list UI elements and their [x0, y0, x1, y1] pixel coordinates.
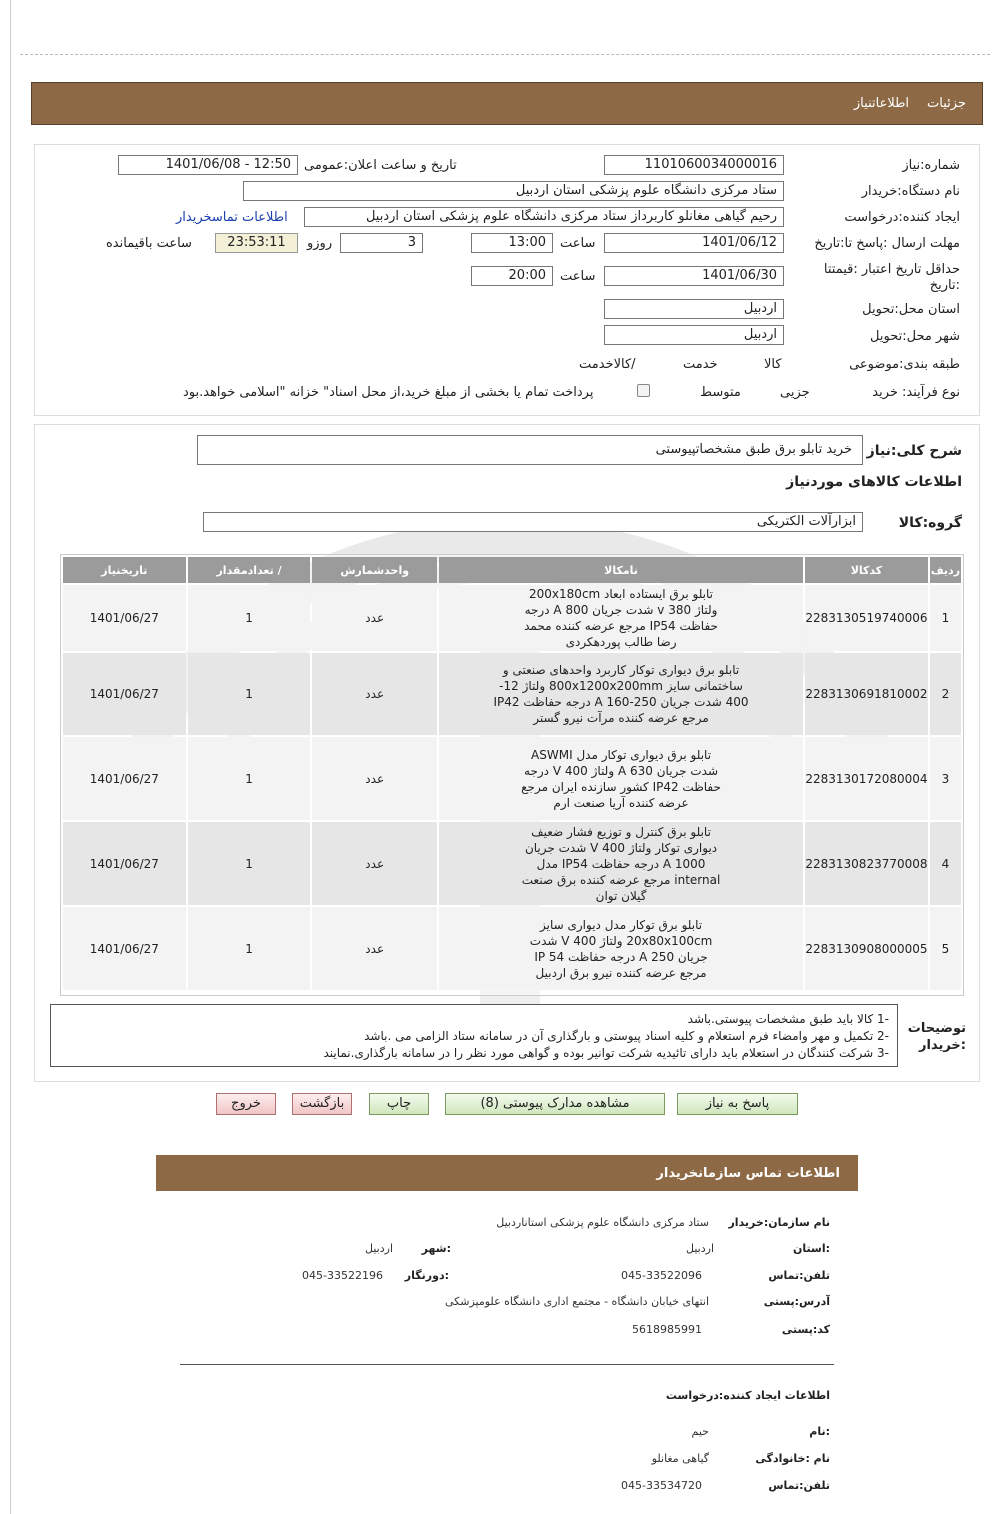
- page-top-rule: [20, 54, 990, 55]
- treasury-payment-text: پرداخت تمام یا بخشی از مبلغ خرید،از محل اسناد" خزانه "اسلامی خواهد.بود: [183, 385, 594, 400]
- col-date-header: تاریخنیاز: [63, 557, 186, 583]
- treasury-payment-checkbox[interactable]: [637, 384, 650, 397]
- category-goods-label: کالا: [764, 357, 782, 372]
- note-line: -1 کالا باید طبق مشخصات پیوستی.باشد: [687, 1012, 889, 1026]
- item-name: تابلو برق دیواری توکار مدل ASWMI شدت جریان 630 A ولتاژ 400 V درجه حفاظت IP42 کشور سازنده ایران مرجع عرضه کننده آریا صنعت ارم: [439, 737, 803, 820]
- contact-fax-value: 045-33522196: [302, 1269, 383, 1282]
- item-qty: 1: [188, 907, 311, 990]
- remaining-label: ساعت باقیمانده: [106, 236, 192, 251]
- item-unit: عدد: [312, 737, 437, 820]
- items-table-container: [60, 554, 964, 996]
- deadline-date-field: 1401/06/12: [604, 233, 784, 253]
- col-name-header: نامکالا: [439, 557, 803, 583]
- category-label: طبقه بندی:موضوعی: [849, 357, 960, 372]
- category-service-label: خدمت: [683, 357, 718, 372]
- row-number: 2: [930, 653, 961, 735]
- need-number-field: 1101060034000016: [604, 155, 784, 175]
- col-row-header: ردیف: [930, 557, 961, 583]
- buyer-contact-link[interactable]: اطلاعات تماسخریدار: [176, 210, 288, 225]
- process-minor-label: جزیی: [780, 385, 810, 400]
- days-label: روزو: [307, 236, 333, 251]
- contact-address-label: آدرس:پستی: [763, 1295, 830, 1308]
- item-qty: 1: [188, 653, 311, 735]
- city-field: اردبیل: [604, 325, 784, 345]
- print-button[interactable]: چاپ: [369, 1093, 429, 1115]
- creator-name-label: :نام: [809, 1425, 830, 1438]
- tab-details[interactable]: جزئیات: [927, 96, 966, 111]
- goods-group-field: ابزارآلات الکتریکی: [203, 512, 863, 532]
- announce-field: 1401/06/08 - 12:50: [118, 155, 298, 175]
- table-row: [63, 737, 961, 820]
- item-name: تابلو برق دیواری توکار کاربرد واحدهای صنعتی و ساختمانی سایز 800x1200x200mm ولتاژ 12-400 شدت جریان 250-160 A درجه حفاظت IP42 مرجع عرضه کننده مرآت نیرو گستر: [439, 653, 803, 735]
- contact-phone-label: تلفن:تماس: [768, 1269, 830, 1282]
- validity-time-field: 20:00: [471, 266, 553, 286]
- items-table-header: [63, 557, 961, 583]
- note-line: -2 تکمیل و مهر وامضاء فرم استعلام و کلیه اسناد پیوستی و بارگذاری آن در سامانه ستاد الزامی می .باشد: [364, 1029, 889, 1043]
- creator-label: ایجاد کننده:درخواست: [844, 210, 960, 225]
- note-line: -3 شرکت کنندگان در استعلام باید دارای تائیدیه شرکت توانیر بوده و گواهی مورد نظر را در سامانه بارگذاری.نمایند: [323, 1046, 889, 1060]
- days-field: 3: [340, 233, 423, 253]
- creator-family-label: نام :خانوادگی: [755, 1452, 830, 1465]
- process-label: نوع فرآیند: خرید: [872, 385, 960, 400]
- item-name: تابلو برق کنترل و توزیع فشار ضعیف دیواری توکار ولتاژ 400 V شدت جریان 1000 A درجه حفاظت IP54 مدل internal مرجع عرضه کننده برق صنعت گیلان توان: [439, 822, 803, 905]
- summary-title-field: خرید تابلو برق طبق مشخصاتپیوستی: [197, 435, 863, 465]
- contact-postal-value: 5618985991: [632, 1323, 702, 1336]
- contact-city-label: :شهر: [421, 1242, 451, 1255]
- contact-fax-label: :دورنگار: [404, 1269, 449, 1282]
- item-date: 1401/06/27: [63, 737, 186, 820]
- province-field: اردبیل: [604, 299, 784, 319]
- table-row: [63, 822, 961, 905]
- item-name: تابلو برق ایستاده ابعاد 200x180cm ولتاژ 380 v شدت جریان 800 A درجه حفاظت IP54 مرجع عرضه کننده محمد رضا طالب پوردهکردی: [439, 585, 803, 651]
- summary-title-label: شرح کلی:نیاز: [866, 443, 962, 459]
- item-date: 1401/06/27: [63, 907, 186, 990]
- deadline-time-field: 13:00: [471, 233, 553, 253]
- item-code: 2283130823770008: [805, 822, 928, 905]
- item-qty: 1: [188, 585, 311, 651]
- item-unit: عدد: [312, 585, 437, 651]
- validity-label: حداقل تاریخ اعتبار :قیمتتا :تاریخ: [823, 262, 960, 293]
- creator-phone-label: تلفن:تماس: [768, 1479, 830, 1492]
- validity-time-label: ساعت: [560, 269, 596, 284]
- table-row: [63, 907, 961, 990]
- category-goods-service-label: /کالاخدمت: [579, 357, 636, 372]
- remaining-timer: 23:53:11: [215, 233, 298, 253]
- items-table: [61, 555, 963, 992]
- city-label: شهر محل:تحویل: [870, 329, 960, 344]
- contact-postal-label: کد:پستی: [781, 1323, 830, 1336]
- buyer-notes-label: توضیحات :خریدار: [907, 1021, 966, 1053]
- reply-button[interactable]: پاسخ به نیاز: [677, 1093, 798, 1115]
- item-code: 2283130908000005: [805, 907, 928, 990]
- back-button[interactable]: بازگشت: [292, 1093, 352, 1115]
- validity-date-field: 1401/06/30: [604, 266, 784, 286]
- item-unit: عدد: [312, 822, 437, 905]
- creator-phone-value: 045-33534720: [621, 1479, 702, 1492]
- item-unit: عدد: [312, 653, 437, 735]
- row-number: 5: [930, 907, 961, 990]
- contact-province-label: :استان: [793, 1242, 830, 1255]
- table-row: [63, 585, 961, 651]
- buyer-org-field: ستاد مرکزی دانشگاه علوم پزشکی استان اردبیل: [243, 181, 784, 201]
- page-left-rule: [10, 0, 11, 1514]
- need-number-label: شماره:نیاز: [902, 158, 960, 173]
- creator-family-value: گیاهی مغانلو: [651, 1452, 709, 1465]
- table-row: [63, 653, 961, 735]
- view-attachments-button[interactable]: مشاهده مدارک پیوستی (8): [445, 1093, 665, 1115]
- announce-label: تاریخ و ساعت اعلان:عمومی: [304, 158, 457, 173]
- buyer-contact-header: [156, 1155, 858, 1191]
- goods-info-heading: اطلاعات کالاهای موردنیاز: [786, 474, 962, 490]
- contact-phone-value: 045-33522096: [621, 1269, 702, 1282]
- item-code: 2283130172080004: [805, 737, 928, 820]
- deadline-time-label: ساعت: [560, 236, 596, 251]
- process-medium-label: متوسط: [700, 385, 741, 400]
- province-label: استان محل:تحویل: [862, 302, 960, 317]
- item-qty: 1: [188, 737, 311, 820]
- creator-field: رحیم گیاهی مغانلو کاربرداز ستاد مرکزی دانشگاه علوم پزشکی استان اردبیل: [304, 207, 784, 227]
- contact-city-value: اردبیل: [365, 1242, 393, 1255]
- item-code: 2283130519740006: [805, 585, 928, 651]
- contact-divider: [180, 1364, 834, 1365]
- col-unit-header: واحدشمارش: [312, 557, 437, 583]
- row-number: 4: [930, 822, 961, 905]
- item-code: 2283130691810002: [805, 653, 928, 735]
- deadline-label: مهلت ارسال :پاسخ تا:تاریخ: [814, 236, 960, 251]
- col-code-header: کدکالا: [805, 557, 928, 583]
- org-name-value: ستاد مرکزی دانشگاه علوم پزشکی استاناردبیل: [496, 1216, 709, 1229]
- details-header-bar: [31, 82, 983, 125]
- creator-info-heading: اطلاعات ایجاد کننده:درخواست: [665, 1389, 830, 1402]
- item-date: 1401/06/27: [63, 822, 186, 905]
- buyer-notes-box: [50, 1004, 898, 1067]
- org-name-label: نام سازمان:خریدار: [728, 1216, 830, 1229]
- row-number: 1: [930, 585, 961, 651]
- buyer-org-label: نام دستگاه:خریدار: [861, 184, 960, 199]
- item-unit: عدد: [312, 907, 437, 990]
- buyer-contact-heading: اطلاعات تماس سازمانخریدار: [656, 1165, 840, 1181]
- creator-name-value: حیم: [691, 1425, 709, 1438]
- col-qty-header: / تعدادمقدار: [188, 557, 311, 583]
- contact-address-value: انتهای خیابان دانشگاه - مجتمع اداری دانشگاه علومپزشکی: [445, 1295, 709, 1308]
- item-qty: 1: [188, 822, 311, 905]
- item-name: تابلو برق توکار مدل دیواری سایز 20x80x100cm ولتاژ 400 V شدت جریان 250 A درجه حفاظت 54 IP مرجع عرضه کننده نیرو برق اردبیل: [439, 907, 803, 990]
- contact-province-value: اردبیل: [686, 1242, 714, 1255]
- tab-need-info[interactable]: اطلاعاتنیاز: [853, 96, 910, 111]
- item-date: 1401/06/27: [63, 653, 186, 735]
- exit-button[interactable]: خروج: [216, 1093, 276, 1115]
- goods-group-label: گروه:کالا: [898, 515, 962, 531]
- row-number: 3: [930, 737, 961, 820]
- item-date: 1401/06/27: [63, 585, 186, 651]
